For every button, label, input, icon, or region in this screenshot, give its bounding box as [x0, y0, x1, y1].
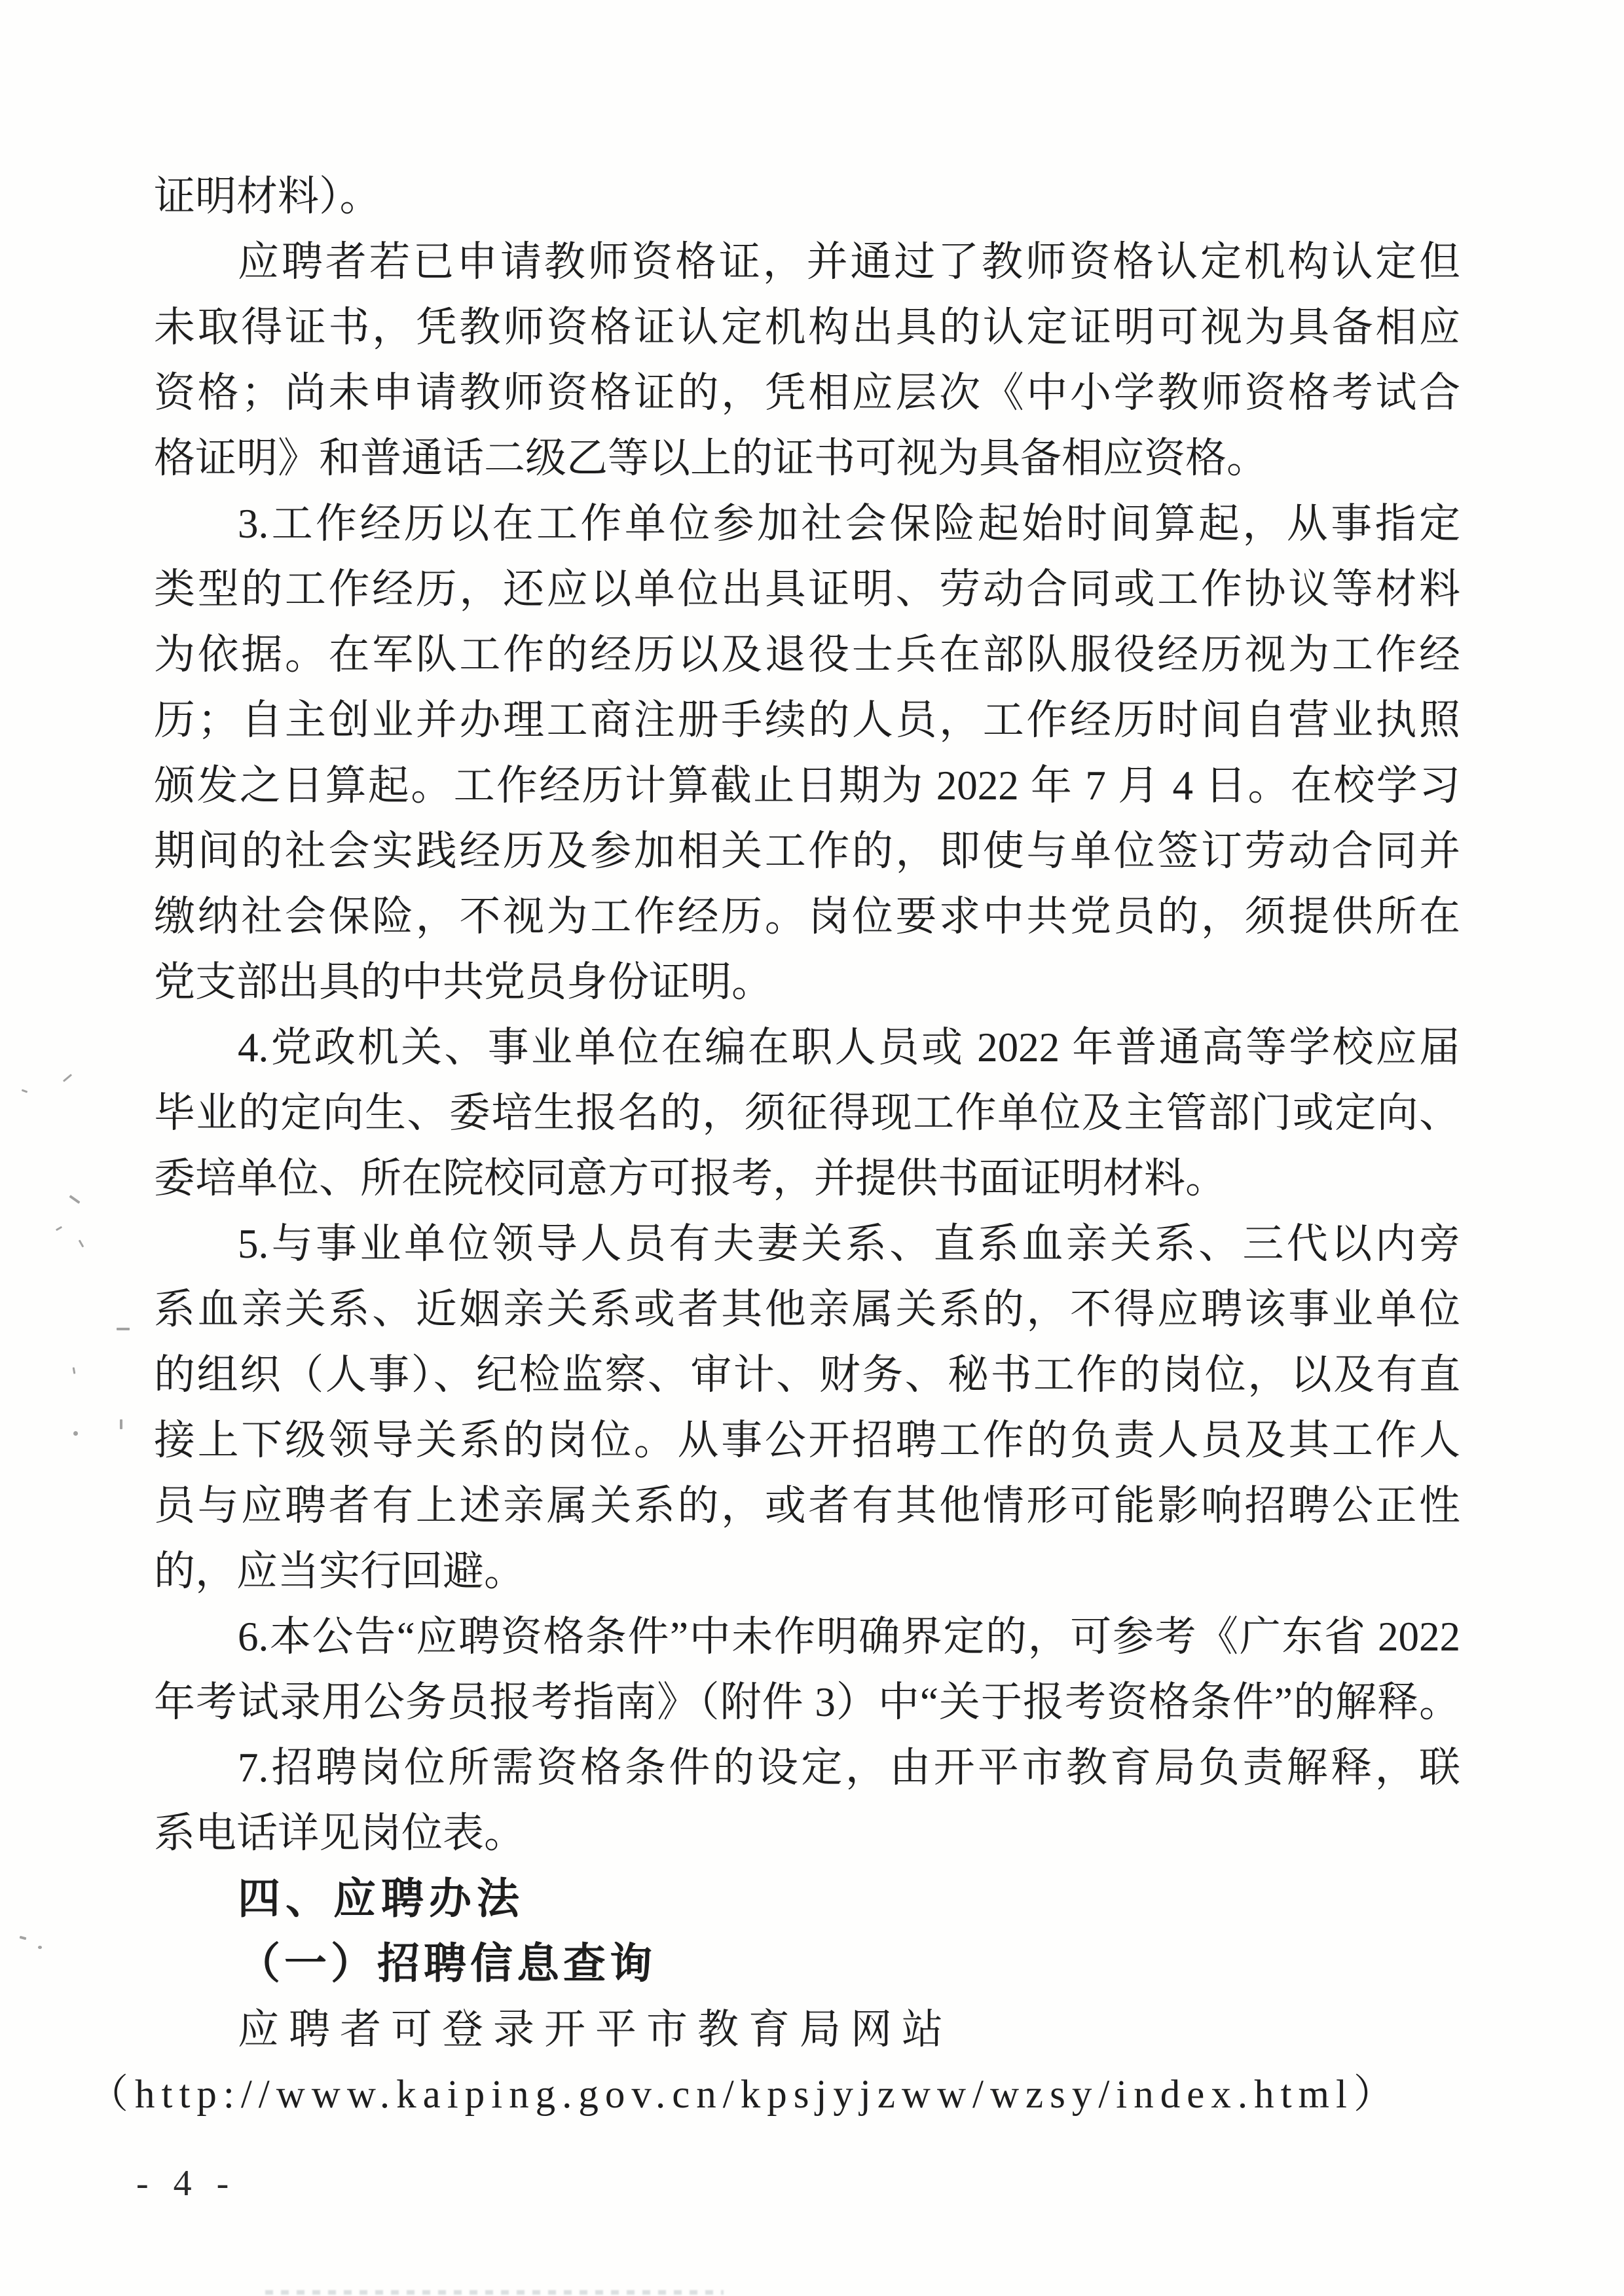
text-line: 年考试录用公务员报考指南》（附件 3）中“关于报考资格条件”的解释。: [154, 1679, 1460, 1725]
text-line: 证明材料）。: [154, 173, 381, 219]
scan-edge-artifact: [265, 2290, 724, 2295]
text-line: 类型的工作经历，还应以单位出具证明、劳动合同或工作协议等材料: [154, 566, 1460, 612]
text-line: 毕业的定向生、委培生报名的，须征得现工作单位及主管部门或定向、: [154, 1090, 1460, 1136]
announcement-body: [88, 164, 1460, 2128]
scan-noise-mark: [69, 1195, 80, 1204]
text-line: 党支部出具的中共党员身份证明。: [154, 959, 773, 1005]
scan-noise-mark: [20, 1936, 27, 1940]
text-line: 的，应当实行回避。: [154, 1548, 525, 1594]
text-line: 员与应聘者有上述亲属关系的，或者有其他情形可能影响招聘公正性: [154, 1483, 1460, 1529]
scan-noise-mark: [22, 1089, 28, 1093]
scan-noise-mark: [56, 1226, 62, 1231]
scan-noise-mark: [117, 1328, 130, 1330]
text-line: 为依据。在军队工作的经历以及退役士兵在部队服役经历视为工作经: [154, 632, 1460, 678]
text-line: 资格；尚未申请教师资格证的，凭相应层次《中小学教师资格考试合: [154, 370, 1460, 416]
text-line: 历；自主创业并办理工商注册手续的人员，工作经历时间自营业执照: [154, 697, 1460, 743]
scan-noise-mark: [79, 1240, 84, 1248]
text-line: 3.工作经历以在工作单位参加社会保险起始时间算起，从事指定: [238, 501, 1460, 547]
text-line: 未取得证书，凭教师资格证认定机构出具的认定证明可视为具备相应: [154, 304, 1460, 350]
subsection-heading: （一）招聘信息查询: [238, 1941, 657, 1988]
text-line: 系血亲关系、近姻亲关系或者其他亲属关系的，不得应聘该事业单位: [154, 1286, 1460, 1332]
scan-noise-mark: [63, 1074, 72, 1082]
text-line: 应聘者若已申请教师资格证，并通过了教师资格认定机构认定但: [238, 239, 1460, 285]
text-line: 期间的社会实践经历及参加相关工作的，即使与单位签订劳动合同并: [154, 828, 1460, 874]
text-line: 委培单位、所在院校同意方可报考，并提供书面证明材料。: [154, 1156, 1227, 1201]
text-line: 格证明》和普通话二级乙等以上的证书可视为具备相应资格。: [154, 435, 1268, 481]
section-heading: 四、应聘办法: [238, 1874, 525, 1922]
scan-noise-mark: [73, 1431, 78, 1436]
text-line: 接上下级领导关系的岗位。从事公开招聘工作的负责人员及其工作人: [154, 1417, 1460, 1463]
scan-noise-mark: [38, 1946, 42, 1949]
text-line: 缴纳社会保险，不视为工作经历。岗位要求中共党员的，须提供所在: [154, 894, 1460, 939]
page-number: - 4 -: [136, 2163, 237, 2204]
text-line: 7.招聘岗位所需资格条件的设定，由开平市教育局负责解释，联: [238, 1745, 1460, 1791]
text-line: 颁发之日算起。工作经历计算截止日期为 2022 年 7 月 4 日。在校学习: [154, 763, 1460, 809]
scan-noise-mark: [120, 1419, 122, 1429]
text-line: 的组织（人事）、纪检监察、审计、财务、秘书工作的岗位，以及有直: [154, 1352, 1460, 1398]
text-line: 应聘者可登录开平市教育局网站: [238, 2007, 953, 2052]
text-line: 6.本公告“应聘资格条件”中未作明确界定的，可参考《广东省 2022: [238, 1614, 1460, 1660]
text-line: 5.与事业单位领导人员有夫妻关系、直系血亲关系、三代以内旁: [238, 1221, 1460, 1267]
scan-noise-mark: [73, 1367, 76, 1374]
text-line: 系电话详见岗位表。: [154, 1810, 525, 1856]
text-line: 4.党政机关、事业单位在编在职人员或 2022 年普通高等学校应届: [238, 1025, 1460, 1070]
website-url-line: （http://www.kaiping.gov.cn/kpsjyjzww/wzsy/index.html）: [88, 2073, 1400, 2117]
